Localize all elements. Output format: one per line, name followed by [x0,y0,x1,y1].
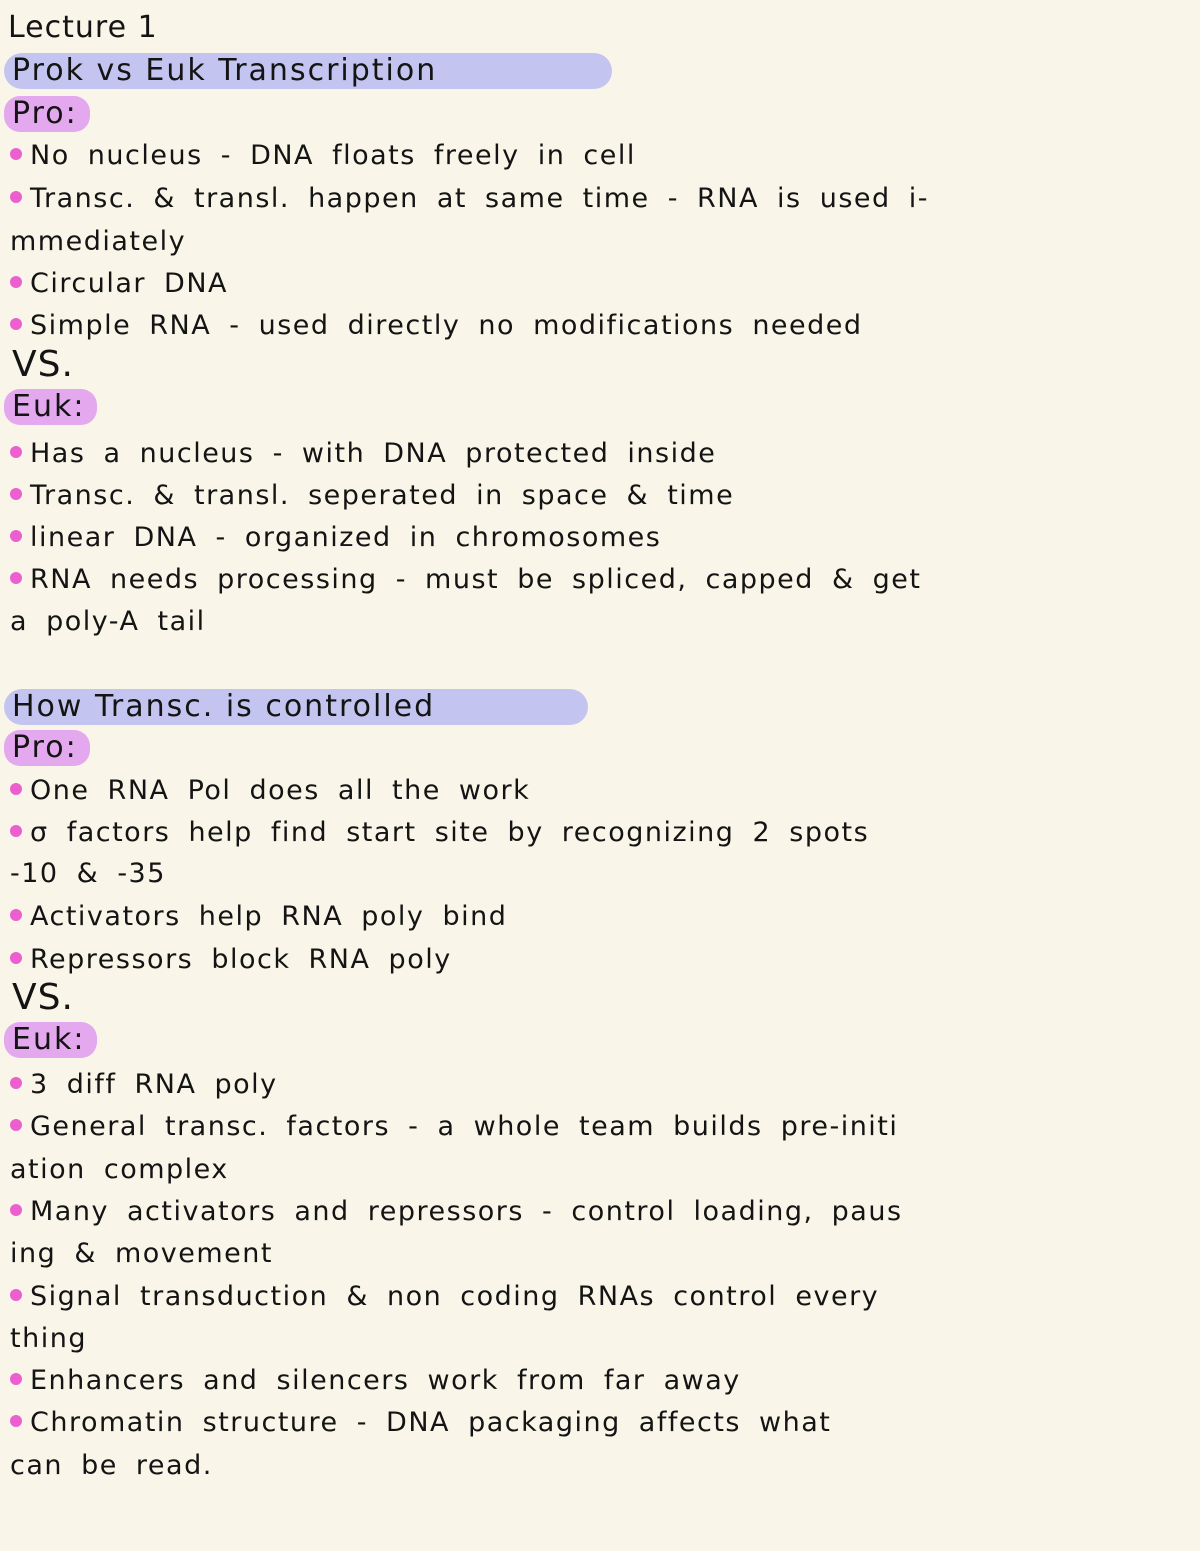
bullet-dot [10,572,22,584]
list-item: Transc. & transl. happen at same time - RNA is used i- [10,178,1196,220]
bullet-dot [10,1119,22,1131]
list-item: General transc. factors - a whole team builds pre-initi [10,1106,1196,1148]
list-item: Has a nucleus - with DNA protected inside [10,433,1196,475]
list-item-continuation: can be read. [10,1450,213,1481]
pro-label: Pro: [4,96,90,132]
list-item-continuation: -10 & -35 [10,858,166,889]
vs-label: VS. [12,977,74,1018]
bullet-dot [10,191,22,203]
list-item: No nucleus - DNA floats freely in cell [10,135,1196,177]
vs-label: VS. [12,344,74,385]
bullet-dot [10,318,22,330]
bullet-dot [10,276,22,288]
list-item: Activators help RNA poly bind [10,896,1196,938]
section-heading-transc-control: How Transc. is controlled [4,689,588,725]
bullet-dot [10,530,22,542]
list-item: σ factors help find start site by recognizing 2 spots [10,812,1196,854]
list-item: Enhancers and silencers work from far away [10,1360,1196,1402]
list-item: Simple RNA - used directly no modifications needed [10,305,1196,347]
bullet-dot [10,148,22,160]
bullet-dot [10,1204,22,1216]
list-item: Chromatin structure - DNA packaging affects what [10,1402,1196,1444]
bullet-dot [10,446,22,458]
list-item: 3 diff RNA poly [10,1064,1196,1106]
bullet-dot [10,1289,22,1301]
list-item-continuation: a poly-A tail [10,606,206,637]
list-item-continuation: thing [10,1323,87,1354]
bullet-dot [10,783,22,795]
bullet-dot [10,825,22,837]
list-item-continuation: ation complex [10,1154,229,1185]
list-item: Transc. & transl. seperated in space & time [10,475,1196,517]
lecture-title: Lecture 1 [8,10,158,45]
list-item-continuation: ing & movement [10,1238,273,1269]
bullet-dot [10,909,22,921]
bullet-dot [10,952,22,964]
bullet-dot [10,1373,22,1385]
list-item: Many activators and repressors - control loading, paus [10,1191,1196,1233]
bullet-dot [10,1415,22,1427]
bullet-dot [10,488,22,500]
pro-label: Pro: [4,730,90,766]
list-item: linear DNA - organized in chromosomes [10,517,1196,559]
list-item-continuation: mmediately [10,226,187,257]
euk-label: Euk: [4,1022,97,1058]
list-item: Circular DNA [10,263,1196,305]
section-heading-prok-vs-euk: Prok vs Euk Transcription [4,53,612,89]
list-item: RNA needs processing - must be spliced, capped & get [10,559,1196,601]
list-item: One RNA Pol does all the work [10,770,1196,812]
list-item: Signal transduction & non coding RNAs control every [10,1276,1196,1318]
list-item: Repressors block RNA poly [10,939,1196,981]
bullet-dot [10,1077,22,1089]
euk-label: Euk: [4,389,97,425]
